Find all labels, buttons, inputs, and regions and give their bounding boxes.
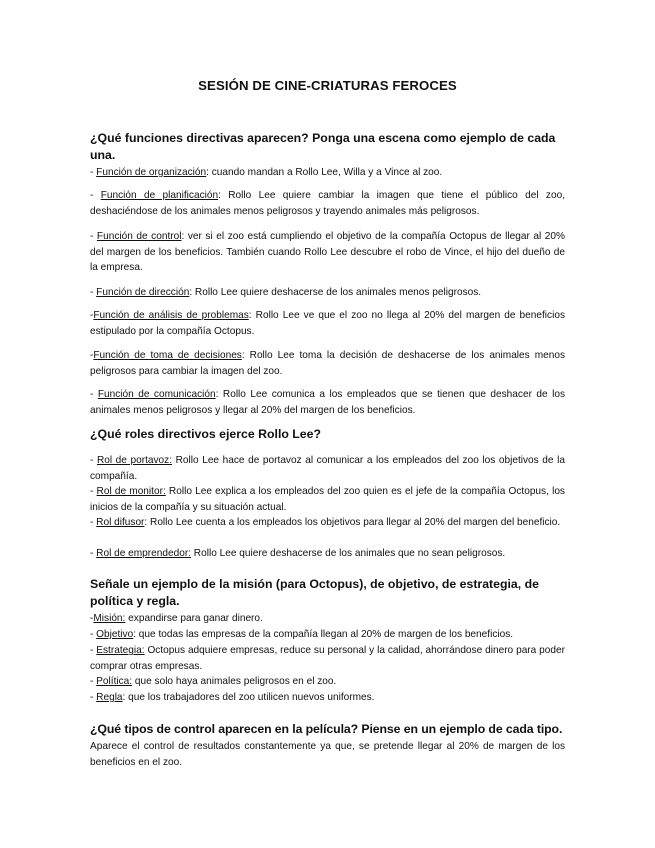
- q1-item: [90, 387, 565, 418]
- question-4-heading: ¿Qué tipos de control aparecen en la película? Piense en un ejemplo de cada tipo.: [90, 722, 563, 736]
- item-text: : Rollo Lee quiere cambiar la imagen que tiene el público del zoo, deshaciéndose de los animales menos peligrosos y trayendo animales más peligrosos.: [90, 190, 565, 217]
- item-label: Función de planificación: [100, 190, 219, 201]
- q3-item: [90, 611, 565, 627]
- item-text: Octopus adquiere empresas, reduce su personal y la calidad, ahorrándose dinero para poder comprar otras empresas.: [90, 645, 565, 672]
- q2-item: [90, 453, 565, 484]
- item-prefix: -: [90, 692, 97, 703]
- item-label: Rol de portavoz:: [96, 455, 173, 466]
- item-label: Rol de emprendedor:: [96, 548, 191, 559]
- item-prefix: -: [90, 613, 94, 624]
- item-prefix: -: [90, 455, 97, 466]
- item-label: Regla: [96, 692, 123, 703]
- q3-item: [90, 674, 565, 690]
- q1-item: [90, 348, 565, 379]
- item-label: Rol de monitor:: [96, 486, 166, 497]
- item-text: : ver si el zoo está cumpliendo el objetivo de la compañía Octopus de llegar al 20% del margen de los beneficios. También cuando Rollo Lee descubre el robo de Vince, el hijo del dueño de la empresa.: [90, 231, 565, 273]
- q2-item: [90, 546, 565, 562]
- item-text: : que todas las empresas de la compañía llegan al 20% de margen de los beneficios.: [133, 629, 514, 640]
- item-text: : cuando mandan a Rollo Lee, Willa y a Vince al zoo.: [206, 167, 443, 178]
- item-prefix: -: [90, 676, 97, 687]
- q3-item: [90, 627, 565, 643]
- item-label: Estrategia:: [96, 645, 145, 656]
- q3-item: [90, 690, 565, 706]
- item-label: Función de control: [96, 231, 182, 242]
- item-prefix: -: [90, 629, 97, 640]
- item-prefix: -: [90, 310, 94, 321]
- item-label: Función de dirección: [96, 287, 190, 298]
- item-label: Misión:: [93, 613, 126, 624]
- item-prefix: -: [90, 548, 97, 559]
- item-text: : que los trabajadores del zoo utilicen nuevos uniformes.: [122, 692, 375, 703]
- item-text: : Rollo Lee toma la decisión de deshacerse de los animales menos peligrosos para cambiar la imagen del zoo.: [90, 350, 566, 377]
- item-text: Rollo Lee hace de portavoz al comunicar a los empleados del zoo los objetivos de la compañía.: [90, 455, 565, 482]
- item-prefix: -: [90, 231, 97, 242]
- q1-item: [90, 229, 565, 276]
- item-label: Función de comunicación: [97, 389, 216, 400]
- item-label: Función de análisis de problemas: [93, 310, 249, 321]
- item-label: Función de toma de decisiones: [93, 350, 242, 361]
- q1-item: [90, 165, 565, 181]
- item-text: : Rollo Lee quiere deshacerse de los animales menos peligrosos.: [189, 287, 482, 298]
- item-label: Rol difusor: [96, 517, 145, 528]
- item-text: : Rollo Lee comunica a los empleados que se tienen que deshacer de los animales menos peligrosos y llegar al 20% del margen de los beneficios.: [90, 389, 565, 416]
- item-label: Función de organización: [96, 167, 207, 178]
- item-prefix: -: [90, 190, 101, 201]
- question-2-heading: ¿Qué roles directivos ejerce Rollo Lee?: [90, 427, 321, 441]
- q1-item: [90, 308, 565, 339]
- q4-answer: Aparece el control de resultados constantemente ya que, se pretende llegar al 20% de margen de los beneficios en el zoo.: [90, 741, 565, 768]
- document-title: SESIÓN DE CINE-CRIATURAS FEROCES: [198, 78, 457, 93]
- item-text: Rollo Lee explica a los empleados del zoo quien es el jefe de la compañía Octopus, los inicios de la compañía y su situación actual.: [90, 486, 565, 513]
- item-prefix: -: [90, 486, 97, 497]
- item-prefix: -: [90, 645, 97, 656]
- item-text: expandirse para ganar dinero.: [125, 613, 263, 624]
- item-label: Política:: [96, 676, 133, 687]
- item-label: Objetivo: [96, 629, 134, 640]
- q2-item: [90, 484, 565, 515]
- question-1-heading: ¿Qué funciones directivas aparecen? Ponga una escena como ejemplo de cada una.: [90, 131, 556, 162]
- q1-item: [90, 285, 565, 301]
- item-text: : Rollo Lee ve que el zoo no llega al 20% del margen de beneficios estipulado por la compañía Octopus.: [90, 310, 565, 337]
- item-prefix: -: [90, 389, 98, 400]
- item-prefix: -: [90, 517, 97, 528]
- item-prefix: -: [90, 350, 94, 361]
- question-3-heading: Señale un ejemplo de la misión (para Octopus), de objetivo, de estrategia, de política y regla.: [90, 577, 539, 608]
- q2-item: [90, 515, 565, 531]
- q3-item: [90, 643, 565, 674]
- item-text: Rollo Lee quiere deshacerse de los animales que no sean peligrosos.: [191, 548, 506, 559]
- item-text: que solo haya animales peligrosos en el zoo.: [132, 676, 337, 687]
- item-text: : Rollo Lee cuenta a los empleados los objetivos para llegar al 20% del margen del beneficio.: [144, 517, 561, 528]
- item-prefix: -: [90, 287, 97, 298]
- item-prefix: -: [90, 167, 97, 178]
- q1-item: [90, 188, 565, 219]
